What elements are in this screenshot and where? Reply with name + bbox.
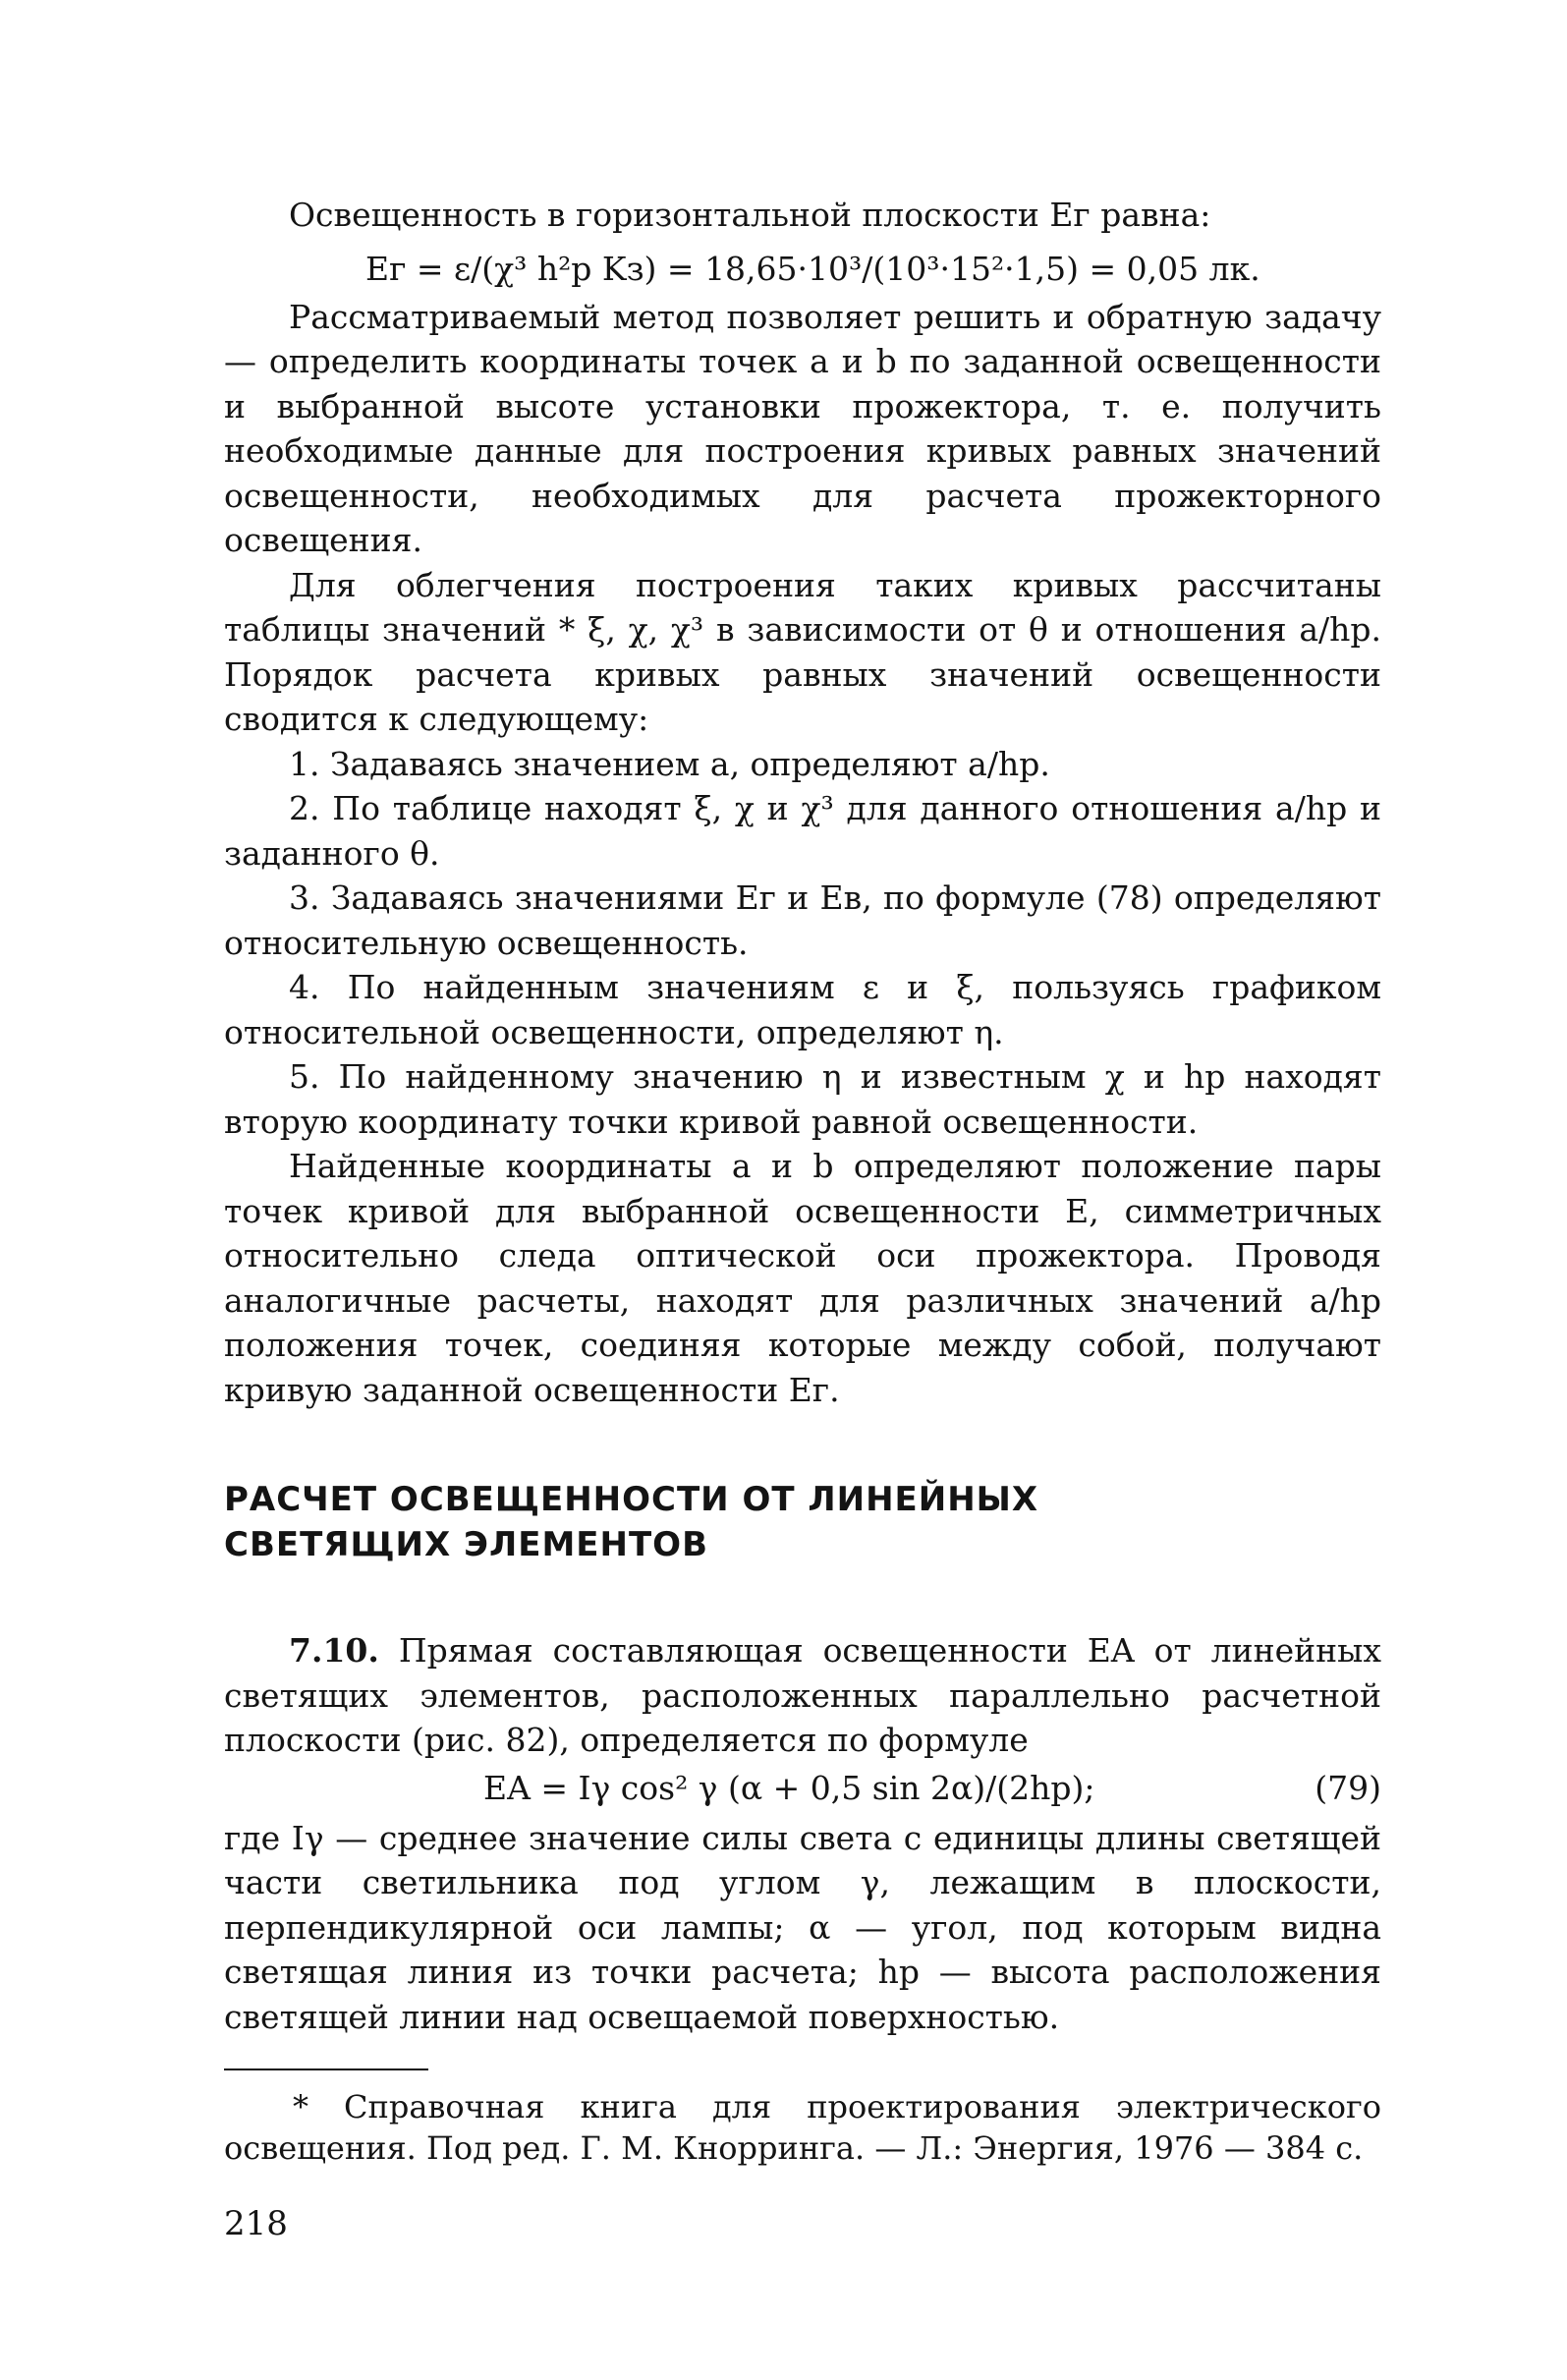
- formula-79: [224, 1766, 1381, 1810]
- list-item: 3. Задаваясь значениями Eг и Eв, по формуле (78) определяют относительную освещенность.: [224, 878, 1381, 962]
- section-heading: [224, 1477, 1381, 1567]
- paragraph-tables: Для облегчения построения таких кривых рассчитаны таблицы значений * ξ, χ, χ³ в зависимости от θ и отношения a/hр. Порядок расчета кривых равных значений освещенности сводится к следующему:: [224, 565, 1381, 738]
- section-heading-line: СВЕТЯЩИХ ЭЛЕМЕНТОВ: [224, 1525, 708, 1564]
- footnote: * Справочная книга для проектирования электрического освещения. Под ред. Г. М. Кнорринга. — Л.: Энергия, 1976 — 384 с.: [224, 2088, 1381, 2167]
- intro-line: Освещенность в горизонтальной плоскости Eг равна:: [289, 196, 1211, 234]
- paragraph-inverse-problem: Рассматриваемый метод позволяет решить и обратную задачу — определить координаты точек a и b по заданной освещенности и выбранной высоте установки прожектора, т. е. получить необходимые данные для построения кривых равных значений освещенности, необходимых для расчета прожекторного освещения.: [224, 297, 1381, 559]
- list-item: 4. По найденным значениям ε и ξ, пользуясь графиком относительной освещенности, определяют η.: [224, 968, 1381, 1051]
- page-number: 218: [224, 2204, 288, 2243]
- book-page: [224, 193, 1381, 2245]
- footnote-divider: [224, 2068, 428, 2070]
- paragraph-text: Прямая составляющая освещенности EA от линейных светящих элементов, расположенных параллельно расчетной плоскости (рис. 82), определяется по формуле: [224, 1631, 1381, 1759]
- section-heading-line: РАСЧЕТ ОСВЕЩЕННОСТИ ОТ ЛИНЕЙНЫХ: [224, 1480, 1039, 1519]
- list-item: 1. Задаваясь значением a, определяют a/hр.: [289, 744, 1050, 783]
- paragraph-linear-elements: [224, 1628, 1381, 1763]
- formula-text: EA = Iγ cos² γ (α + 0,5 sin 2α)/(2hр);: [483, 1768, 1095, 1807]
- steps-list: [224, 742, 1381, 1145]
- section-number: 7.10.: [289, 1631, 379, 1670]
- list-item: 2. По таблице находят ξ, χ и χ³ для данного отношения a/hр и заданного θ.: [224, 789, 1381, 873]
- paragraph-definitions: где Iγ — среднее значение силы света с единицы длины светящей части светильника под углом γ, лежащим в плоскости, перпендикулярной оси лампы; α — угол, под которым видна светящая линия из точки расчета; hр — высота расположения светящей линии над освещаемой поверхностью.: [224, 1818, 1381, 2036]
- formula-illuminance-horizontal: Eг = ε/(χ³ h²р Kз) = 18,65·10³/(10³·15²·1,5) = 0,05 лк.: [365, 249, 1260, 288]
- equation-number: (79): [1315, 1768, 1381, 1807]
- paragraph-coordinates: Найденные координаты a и b определяют положение пары точек кривой для выбранной освещенности E, симметричных относительно следа оптической оси прожектора. Проводя аналогичные расчеты, находят для различных значений a/hр положения точек, соединяя которые между собой, получают кривую заданной освещенности Eг.: [224, 1147, 1381, 1409]
- list-item: 5. По найденному значению η и известным χ и hр находят вторую координату точки кривой равной освещенности.: [224, 1057, 1381, 1141]
